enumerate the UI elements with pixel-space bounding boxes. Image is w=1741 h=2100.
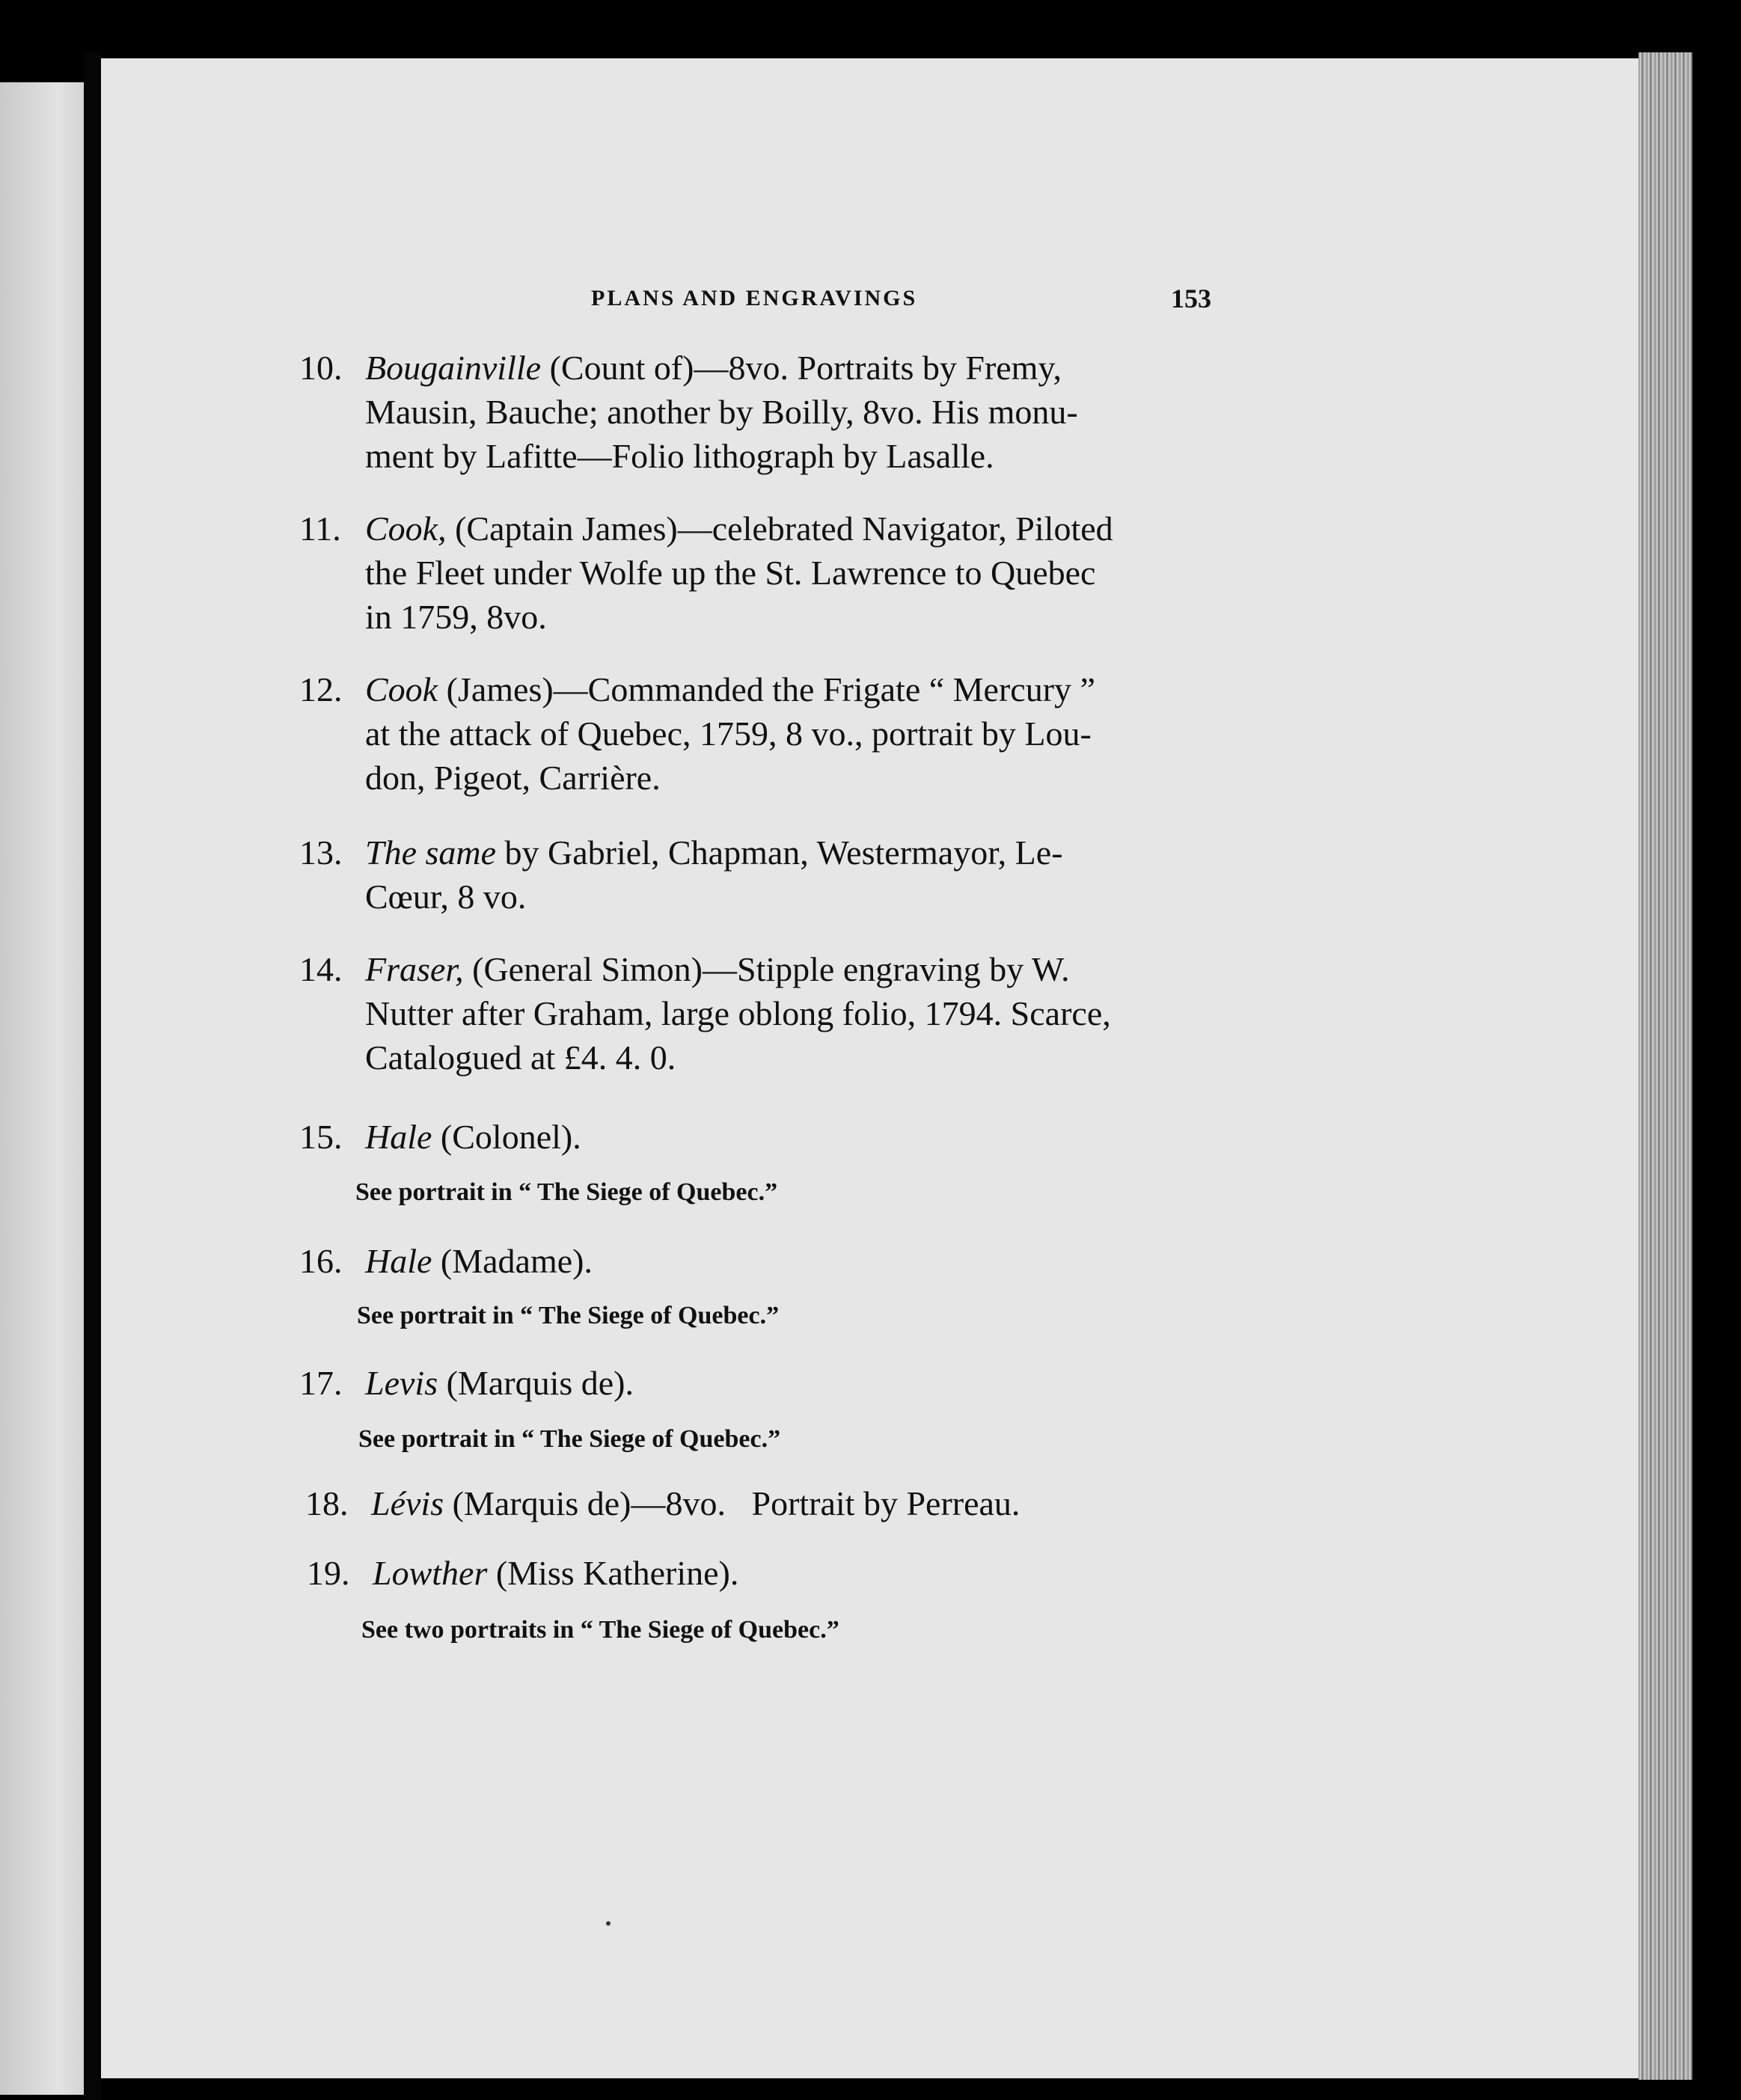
entry-16 bbox=[299, 1239, 1227, 1283]
entry-17 bbox=[299, 1361, 1227, 1405]
entry-name: Lowther bbox=[373, 1554, 488, 1592]
entry-line: at the attack of Quebec, 1759, 8 vo., portrait by Lou- bbox=[365, 714, 1092, 753]
entry-number: 19. bbox=[307, 1554, 350, 1592]
page-number: 153 bbox=[1171, 284, 1211, 313]
entry-name: Hale bbox=[365, 1242, 432, 1280]
entry-number: 13. bbox=[299, 833, 343, 872]
entry-14 bbox=[299, 947, 1227, 1080]
entry-name: Hale bbox=[365, 1118, 432, 1156]
entry-name: Levis bbox=[365, 1364, 438, 1402]
entry-line: ment by Lafitte—Folio lithograph by Lasalle. bbox=[365, 437, 994, 475]
entry-name: Bougainville bbox=[365, 349, 542, 387]
entry-name: Lévis bbox=[371, 1484, 444, 1522]
entry-line: in 1759, 8vo. bbox=[365, 598, 547, 636]
entry-number: 12. bbox=[299, 670, 343, 708]
entry-line: (Marquis de). bbox=[438, 1364, 634, 1402]
entry-name: Fraser, bbox=[365, 950, 464, 988]
entry-15 bbox=[299, 1115, 1227, 1159]
entry-line: (Colonel). bbox=[432, 1118, 581, 1156]
entry-11 bbox=[299, 506, 1227, 639]
entry-line: don, Pigeot, Carrière. bbox=[365, 759, 661, 797]
entry-18 bbox=[305, 1481, 1233, 1525]
facing-page-edge bbox=[0, 82, 84, 2095]
entry-line: Catalogued at £4. 4. 0. bbox=[365, 1038, 676, 1077]
entry-name: Cook bbox=[365, 670, 438, 708]
entry-line: Nutter after Graham, large oblong folio, 1794. Scarce, bbox=[365, 994, 1111, 1032]
entry-line: (Madame). bbox=[432, 1242, 593, 1280]
entry-line: (General Simon)—Stipple engraving by W. bbox=[463, 950, 1070, 988]
see-portrait-note: See portrait in “ The Siege of Quebec.” bbox=[357, 1302, 780, 1329]
entry-line: Mausin, Bauche; another by Boilly, 8vo. His monu- bbox=[365, 393, 1078, 431]
paper-speck bbox=[606, 1921, 611, 1926]
entry-number: 18. bbox=[305, 1484, 349, 1522]
see-portrait-note: See portrait in “ The Siege of Quebec.” bbox=[355, 1178, 778, 1206]
entry-number: 15. bbox=[299, 1118, 343, 1156]
entry-line: Cœur, 8 vo. bbox=[365, 878, 527, 916]
entry-line: the Fleet under Wolfe up the St. Lawrence to Quebec bbox=[365, 554, 1096, 592]
entry-line: (Captain James)—celebrated Navigator, Piloted bbox=[446, 509, 1113, 548]
entry-line: by Gabriel, Chapman, Westermayor, Le- bbox=[496, 833, 1063, 872]
entry-number: 10. bbox=[299, 349, 343, 387]
entry-13 bbox=[299, 830, 1227, 919]
entry-12 bbox=[299, 667, 1227, 800]
entry-name: Cook, bbox=[365, 509, 447, 548]
book-gutter bbox=[84, 52, 101, 2100]
entry-line: (Miss Katherine). bbox=[487, 1554, 739, 1592]
entry-number: 11. bbox=[299, 509, 341, 548]
entry-number: 17. bbox=[299, 1364, 343, 1402]
entry-10 bbox=[299, 346, 1227, 478]
entry-name: The same bbox=[365, 833, 497, 872]
page-edge-stack bbox=[1639, 52, 1692, 2080]
see-portraits-note: See two portraits in “ The Siege of Quebec.” bbox=[361, 1616, 839, 1644]
running-head: PLANS AND ENGRAVINGS bbox=[591, 286, 918, 310]
entry-line: (Count of)—8vo. Portraits by Fremy, bbox=[541, 349, 1062, 387]
entry-line: (James)—Commanded the Frigate “ Mercury ” bbox=[438, 670, 1095, 708]
entry-number: 14. bbox=[299, 950, 343, 988]
entry-19 bbox=[307, 1551, 1234, 1595]
entry-number: 16. bbox=[299, 1242, 343, 1280]
see-portrait-note: See portrait in “ The Siege of Quebec.” bbox=[358, 1425, 781, 1453]
entry-line: (Marquis de)—8vo. Portrait by Perreau. bbox=[444, 1484, 1021, 1522]
